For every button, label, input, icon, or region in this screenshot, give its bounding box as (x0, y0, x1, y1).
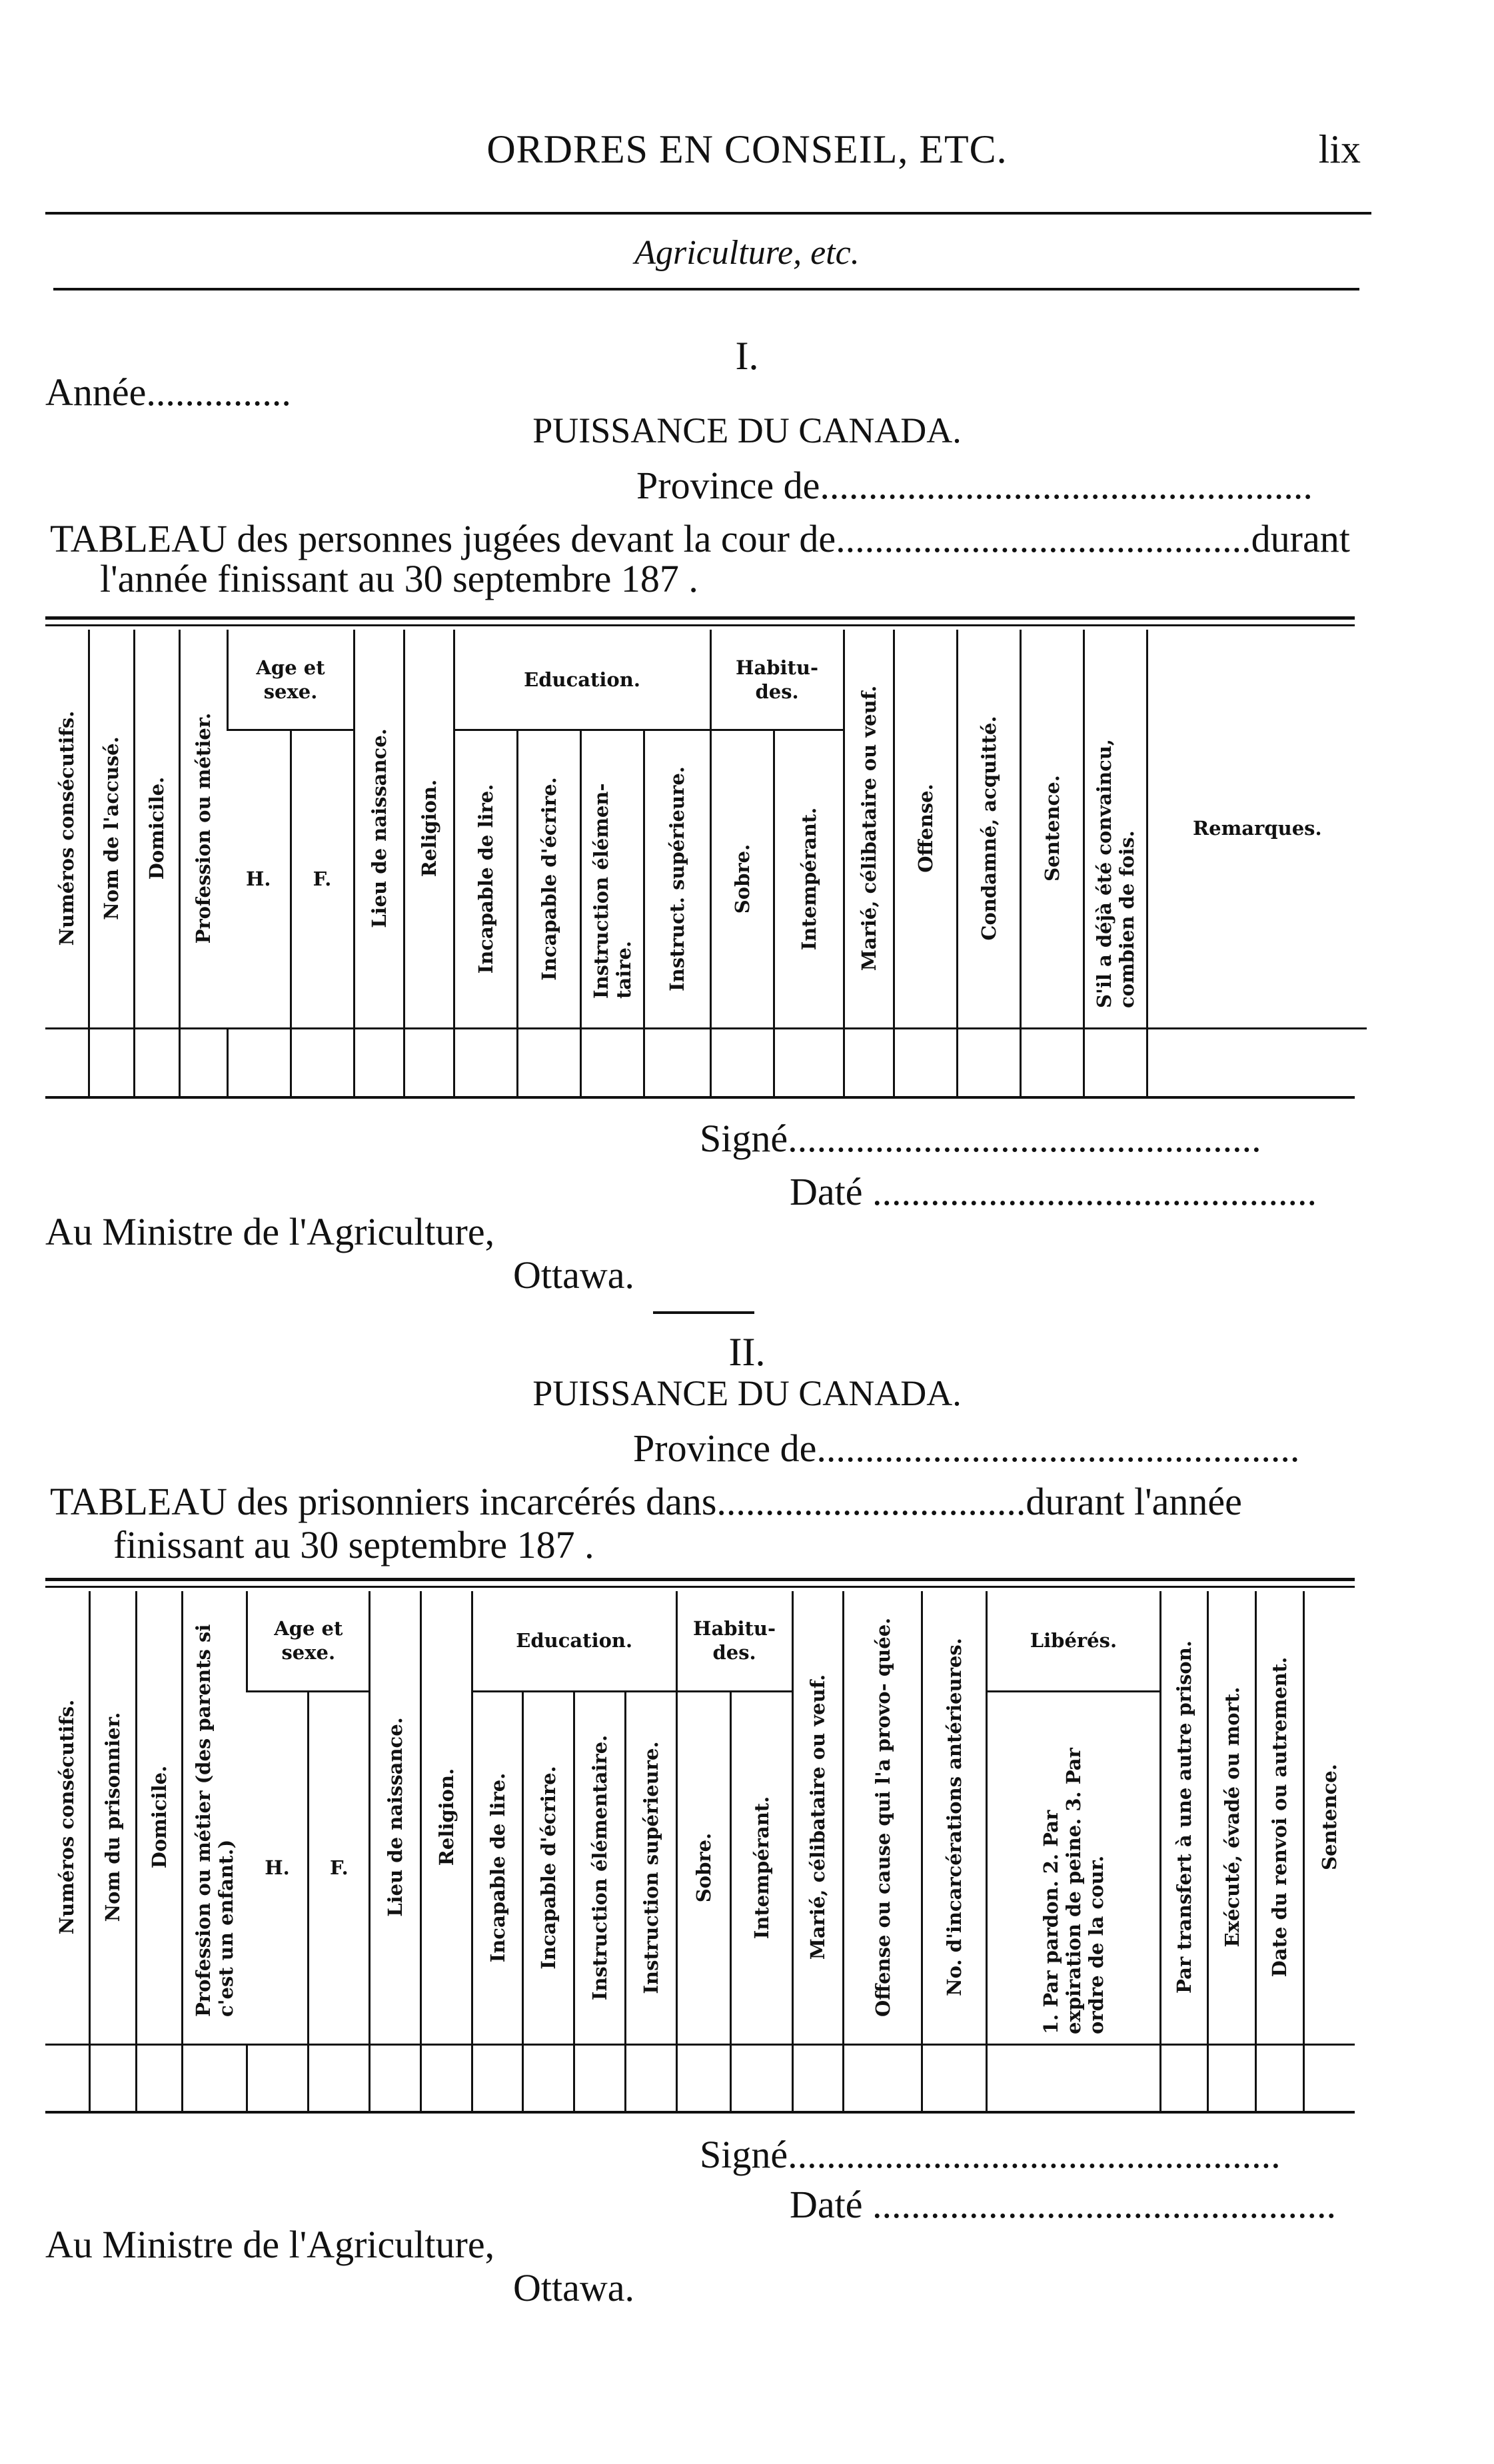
col-sobre: Sobre. (676, 1691, 731, 2044)
form1-signe: Signé................................................. (700, 1117, 1261, 1160)
col-transfert: Par transfert à une autre prison. (1160, 1591, 1208, 2044)
col-remarques: Remarques. (1147, 630, 1367, 1028)
col-intemperant: Intempérant. (731, 1691, 792, 2044)
form2-table-bottom-rule (45, 2111, 1355, 2114)
col-h: H. (265, 1856, 290, 1879)
col-marie: Marié, célibataire ou veuf. (792, 1591, 844, 2044)
form2-addressee-line2: Ottawa. (513, 2266, 634, 2309)
form1-title: PUISSANCE DU CANADA. (532, 410, 962, 450)
col-religion: Religion. (404, 630, 454, 1028)
form2-intro-line1: TABLEAU des prisonniers incarcérés dans................................durant l'année (50, 1480, 1242, 1523)
col-f: F. (309, 1691, 370, 2044)
col-execute: Exécuté, évadé ou mort. (1208, 1591, 1256, 2044)
section-subject: Agriculture, etc. (634, 234, 860, 272)
form1-table (45, 630, 1367, 1096)
col-religion: Religion. (421, 1591, 472, 2044)
subject-rule (53, 288, 1359, 291)
col-offense: Offense. (894, 630, 957, 1028)
form2-numeral: II. (728, 1330, 766, 1374)
col-deja-convaincu: S'il a déjà été convaincu, combien de fois. (1084, 630, 1147, 1028)
group-habitudes: Habitu- des. (676, 1591, 792, 1691)
col-lieu: Lieu de naissance. (354, 630, 404, 1028)
form1-table-top-rule2 (45, 624, 1355, 626)
group-education: Education. (472, 1591, 676, 1691)
col-domicile: Domicile. (134, 630, 179, 1028)
col-incapable-lire: Incapable de lire. (454, 730, 517, 1029)
col-nom: Nom de l'accusé. (89, 630, 134, 1028)
form2-date: Daté ................................................ (790, 2183, 1336, 2226)
col-intemperant: Intempérant. (774, 730, 844, 1029)
form2-table-top-rule (45, 1578, 1355, 1581)
col-instruction-elem: Instruction élémen- taire. (580, 730, 644, 1029)
col-instruct-sup: Instruct. supérieure. (644, 730, 710, 1029)
form2-province: Province de.................................................. (633, 1427, 1300, 1470)
col-incapable-ecrire: Incapable d'écrire. (523, 1691, 574, 2044)
form2-intro-line2: finissant au 30 septembre 187 . (113, 1523, 594, 1566)
group-age-sexe: Age et sexe. (247, 1591, 370, 1691)
col-domicile: Domicile. (136, 1591, 183, 2044)
group-education: Education. (454, 630, 710, 730)
form1-intro-line1: TABLEAU des personnes jugées devant la cour de...........................................durant (50, 517, 1350, 560)
form1-province: Province de................................................... (636, 464, 1313, 507)
group-age-sexe: Age et sexe. (227, 630, 354, 730)
col-numeros: Numéros consécutifs. (55, 1699, 79, 1935)
col-nom: Nom du prisonnier. (89, 1591, 136, 2044)
form1-data-row (45, 1028, 1367, 1096)
col-sentence: Sentence. (1303, 1591, 1355, 2044)
running-title: ORDRES EN CONSEIL, ETC. (486, 127, 1008, 171)
group-habitudes: Habitu- des. (710, 630, 844, 730)
form2-table-top-rule2 (45, 1586, 1355, 1588)
form1-intro-line2: l'année finissant au 30 septembre 187 . (100, 557, 698, 600)
col-condamne: Condamné, acquitté. (957, 630, 1020, 1028)
page-number: lix (1318, 127, 1361, 171)
form2-data-row (45, 2044, 1355, 2111)
col-profession: Profession ou métier. (179, 630, 227, 1028)
col-f: F. (291, 730, 354, 1029)
form2-table (45, 1591, 1355, 2111)
form2-addressee-line1: Au Ministre de l'Agriculture, (45, 2223, 495, 2266)
form1-table-bottom-rule (45, 1096, 1355, 1099)
col-incapable-ecrire: Incapable d'écrire. (517, 730, 580, 1029)
col-instruction-elem: Instruction élémentaire. (574, 1691, 626, 2044)
col-sobre: Sobre. (710, 730, 774, 1029)
col-sentence: Sentence. (1020, 630, 1084, 1028)
form1-table-top-rule (45, 616, 1355, 620)
col-date-renvoi: Date du renvoi ou autrement. (1256, 1591, 1304, 2044)
header-rule (45, 212, 1371, 215)
col-liberes-sub: 1. Par pardon. 2. Par expiration de peine. 3. Par ordre de la cour. (987, 1691, 1161, 2044)
section-divider (653, 1311, 754, 1314)
col-marie: Marié, célibataire ou veuf. (844, 630, 894, 1028)
col-profession: Profession ou métier (des parents si c'est un enfant.) (183, 1591, 247, 2044)
form1-date: Daté .............................................. (790, 1170, 1317, 1213)
form1-addressee-line2: Ottawa. (513, 1253, 634, 1297)
form1-addressee-line1: Au Ministre de l'Agriculture, (45, 1210, 495, 1253)
col-h: H. (246, 868, 271, 891)
col-incapable-lire: Incapable de lire. (472, 1691, 523, 2044)
form1-annee: Année............... (45, 370, 291, 414)
col-lieu: Lieu de naissance. (370, 1591, 421, 2044)
form1-numeral: I. (735, 334, 759, 378)
group-liberes: Libérés. (987, 1591, 1161, 1691)
col-offense: Offense ou cause qui l'a provo- quée. (844, 1591, 922, 2044)
col-numeros: Numéros consécutifs. (55, 711, 78, 946)
col-instruction-sup: Instruction supérieure. (625, 1691, 676, 2044)
col-incarcerations: No. d'incarcérations antérieures. (922, 1591, 986, 2044)
form2-title: PUISSANCE DU CANADA. (532, 1373, 962, 1413)
form2-signe: Signé................................................... (700, 2133, 1281, 2176)
